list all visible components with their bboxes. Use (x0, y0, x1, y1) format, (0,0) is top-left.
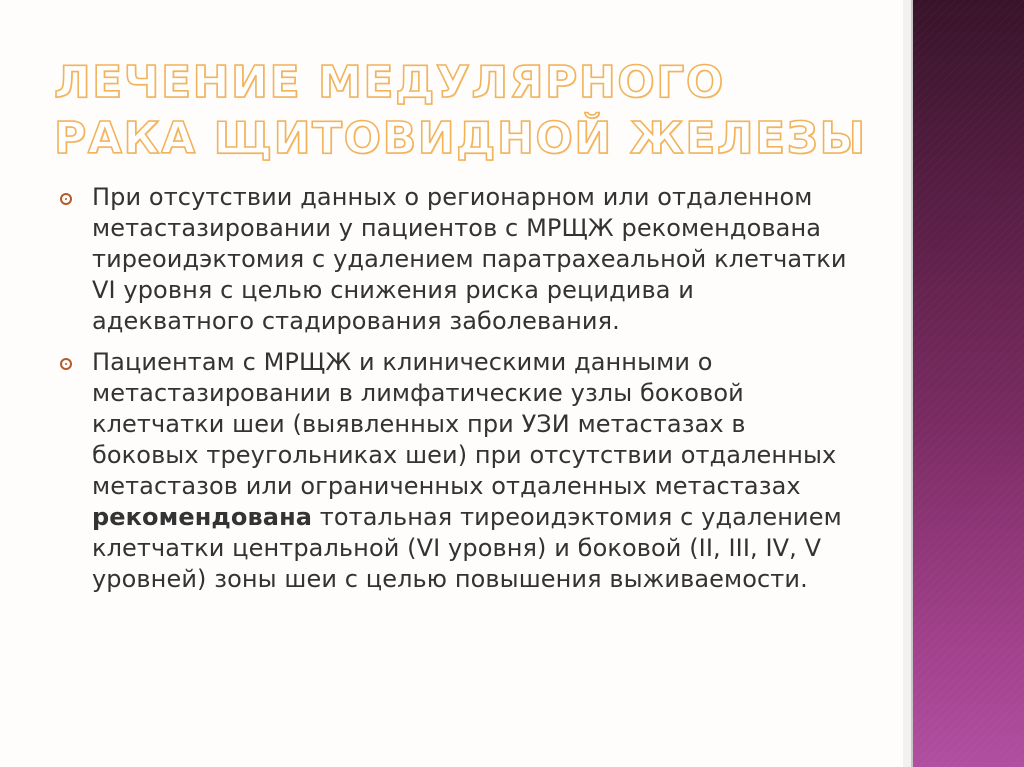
bullet-item-1 (60, 182, 850, 337)
bullet-item-2 (60, 347, 850, 595)
slide-title: ЛЕЧЕНИЕ МЕДУЛЯРНОГО РАКА ЩИТОВИДНОЙ ЖЕЛЕЗЫ (54, 57, 867, 164)
bullet-text-2-after: тотальная тиреоидэктомия с удалением клетчатки центральной (VI уровня) и боковой (II, III, IV, V уровней) зоны шеи с целью повышения выживаемости. (92, 503, 842, 593)
bullet-text-2-before: Пациентам с МРЩЖ и клиническими данными о метастазировании в лимфатические узлы боковой клетчатки шеи (выявленных при УЗИ метастазах в боковых треугольниках шеи) при отсутствии отдаленных метастазов или ограниченных отдаленных метастазах (92, 348, 837, 500)
circle-bullet-icon (60, 193, 72, 205)
bullet-text-2 (92, 347, 850, 595)
circle-bullet-icon (60, 358, 72, 370)
panel-divider-shadow (903, 0, 911, 767)
bullet-text-2-emphasis: рекомендована (92, 503, 313, 531)
decorative-side-band (913, 0, 1024, 767)
bullet-text-1: При отсутствии данных о регионарном или отдаленном метастазировании у пациентов с МРЩЖ рекомендована тиреоидэктомия с удалением паратрахеальной клетчатки VI уровня с целью снижения риска рецидива и адекватного стадирования заболевания. (92, 183, 847, 335)
bullet-list (60, 182, 850, 595)
